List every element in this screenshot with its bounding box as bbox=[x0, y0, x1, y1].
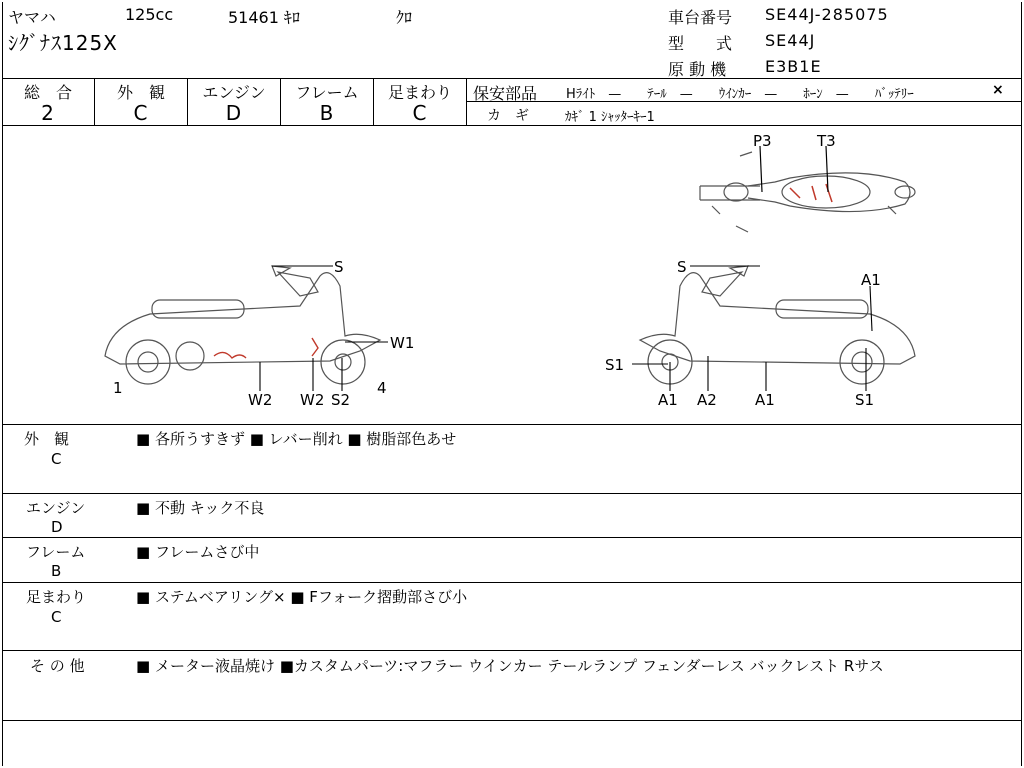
note-exterior-text: ■ 各所うすきず ■ レバー削れ ■ 樹脂部色あせ bbox=[136, 430, 457, 448]
mileage-text: 51461 ｷﾛ bbox=[228, 8, 300, 27]
grade-divider bbox=[466, 78, 467, 125]
divider-note-1 bbox=[2, 493, 1022, 494]
color-text: ｸﾛ bbox=[396, 8, 413, 27]
label-left-w2a: W2 bbox=[248, 391, 273, 409]
label-right-a1-a: A1 bbox=[658, 391, 678, 409]
note-other-label: そ の 他 bbox=[30, 657, 85, 675]
grade-exterior-value: C bbox=[133, 101, 149, 125]
label-left-w1: W1 bbox=[390, 334, 415, 352]
label-right-a2: A2 bbox=[697, 391, 717, 409]
grade-suspension-label: 足まわり bbox=[387, 83, 452, 102]
note-frame-grade: B bbox=[51, 562, 62, 580]
grade-engine-label: エンジン bbox=[202, 83, 266, 102]
grade-engine-value: D bbox=[225, 101, 243, 125]
model-name: ｼｸﾞﾅｽ125X bbox=[8, 31, 118, 55]
note-suspension-label: 足まわり bbox=[26, 588, 87, 606]
displacement-text: 125cc bbox=[125, 5, 174, 24]
divider-note-5 bbox=[2, 720, 1022, 721]
top-view-damage-marks bbox=[790, 184, 832, 202]
type-label: 型 式 bbox=[668, 34, 733, 53]
maker-text: ヤマハ bbox=[8, 8, 56, 27]
battery-mark: × bbox=[992, 82, 1004, 98]
label-left-s2: S2 bbox=[331, 391, 351, 409]
label-right-a1-top: A1 bbox=[861, 271, 881, 289]
divider-note-3 bbox=[2, 582, 1022, 583]
label-right-a1-b: A1 bbox=[755, 391, 775, 409]
divider-diagram bbox=[2, 424, 1022, 425]
safety-parts-label: 保安部品 bbox=[473, 84, 538, 103]
label-top-t3: T3 bbox=[817, 132, 836, 150]
frame-number-label: 車台番号 bbox=[668, 8, 733, 27]
note-exterior-grade: C bbox=[51, 450, 62, 468]
grade-total-value: 2 bbox=[41, 101, 55, 125]
label-left-1: 1 bbox=[113, 379, 123, 397]
key-label: カ ギ bbox=[487, 108, 529, 124]
note-suspension-text: ■ ステムベアリング× ■ Fフォーク摺動部さび小 bbox=[136, 588, 468, 606]
grade-frame-label: フレーム bbox=[295, 83, 359, 102]
engine-label: 原 動 機 bbox=[668, 60, 727, 79]
note-frame-text: ■ フレームさび中 bbox=[136, 543, 260, 561]
grade-frame-value: B bbox=[319, 101, 335, 125]
divider-note-2 bbox=[2, 537, 1022, 538]
scooter-left-view bbox=[105, 266, 380, 384]
type-value: SE44J bbox=[765, 31, 816, 50]
note-other-text: ■ メーター液晶焼け ■カスタムパーツ:マフラー ウインカー テールランプ フェンダーレス バックレスト Rサス bbox=[136, 657, 884, 675]
label-top-p3: P3 bbox=[753, 132, 772, 150]
note-engine-grade: D bbox=[51, 518, 63, 536]
note-suspension-grade: C bbox=[51, 608, 62, 626]
note-exterior-label: 外 観 bbox=[24, 430, 70, 448]
label-right-s1-right: S1 bbox=[855, 391, 875, 409]
frame-number-value: SE44J-285075 bbox=[765, 5, 889, 24]
note-frame-label: フレーム bbox=[26, 543, 86, 561]
engine-value: E3B1E bbox=[765, 57, 822, 76]
divider-header bbox=[2, 78, 1022, 79]
label-right-s1-left: S1 bbox=[605, 356, 625, 374]
label-right-s: S bbox=[677, 258, 687, 276]
grade-suspension-value: C bbox=[412, 101, 428, 125]
left-view-damage-marks bbox=[214, 338, 318, 358]
label-left-s: S bbox=[334, 258, 344, 276]
key-value: ｶｷﾞ 1 ｼｬｯﾀｰｷｰ1 bbox=[565, 110, 655, 125]
grade-total-label: 総 合 bbox=[23, 83, 72, 102]
note-engine-label: エンジン bbox=[26, 499, 86, 517]
label-left-w2b: W2 bbox=[300, 391, 325, 409]
scooter-top-view bbox=[700, 152, 915, 232]
grade-exterior-label: 外 観 bbox=[116, 83, 165, 102]
label-left-4: 4 bbox=[377, 379, 387, 397]
divider-note-4 bbox=[2, 650, 1022, 651]
safety-parts-items: Hﾗｲﾄ — ﾃｰﾙ — ｳｲﾝｶｰ — ﾎｰﾝ — ﾊﾞｯﾃﾘｰ bbox=[566, 87, 914, 102]
note-engine-text: ■ 不動 キック不良 bbox=[136, 499, 265, 517]
